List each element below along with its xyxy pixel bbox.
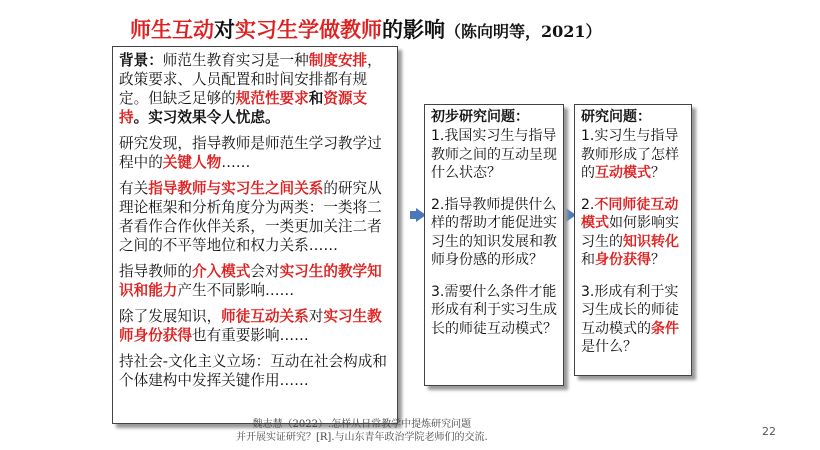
highlight-intervention: 介入模式 [191, 263, 251, 280]
highlight-identity: 实习生教师身份获得 [119, 308, 382, 344]
research-question-2 [581, 196, 685, 270]
research-question-1 [581, 127, 685, 183]
highlight-conditions: 条件 [651, 320, 679, 337]
research-questions-box [574, 104, 692, 376]
text-span: 和 [581, 252, 595, 268]
research-questions-heading: 研究问题： [581, 109, 651, 125]
text-span: 的研究从理论框架和分析角度分为两类：一类将二者看作合作伙伴关系，一类更加关注二者之间的不平等地位和权力关系…… [119, 180, 382, 254]
page-number: 22 [762, 425, 776, 438]
initial-question-3: 3.需要什么条件才能形成有利于实习生成长的师徒互动模式？ [431, 283, 557, 337]
initial-question-2: 2.指导教师提供什么样的帮助才能促进实习生的知识发展和教师身份感的形成？ [431, 196, 557, 268]
text-span: 和 [308, 90, 324, 107]
highlight-knowledge-transfer: 知识转化 [623, 233, 679, 250]
highlight-relationship: 指导教师与实习生之间关系 [148, 180, 324, 197]
highlight-institutional: 制度安排 [308, 52, 368, 69]
initial-question-1: 1.我国实习生与指导教师之间的互动呈现什么状态？ [431, 128, 557, 181]
text-span: ，政策要求、人员配置和时间安排都有规定。但缺乏足够的 [119, 52, 382, 107]
finding-paragraph [119, 134, 391, 172]
text-span: 持社会-文化主义立场：互动在社会构成和个体建构中发挥关键作用…… [119, 353, 387, 389]
highlight-different-modes: 不同师徒互动模式 [581, 196, 679, 231]
stance-paragraph [119, 352, 391, 390]
text-span: 1.实习生与指导教师形成了怎样的 [581, 128, 679, 181]
text-span: ？ [651, 252, 665, 268]
title-part-on: 对 [214, 18, 235, 42]
highlight-knowledge: 实习生的教学知识和能力 [119, 263, 382, 299]
text-span: 除了发展知识， [119, 308, 222, 325]
footnote [236, 418, 488, 444]
text-span: 3.形成有利于实习生成长的师徒互动模式的 [581, 283, 679, 337]
slide-title [130, 14, 602, 44]
text-span: 是什么？ [581, 339, 637, 355]
title-citation: （陈向明等，2021） [445, 22, 602, 41]
title-part-intern: 实习生学做教师 [235, 18, 382, 42]
text-span: 也有重要影响…… [191, 327, 309, 344]
highlight-mentor-relation: 师徒互动关系 [221, 308, 309, 325]
relationship-paragraph [119, 179, 391, 255]
title-part-interaction: 师生互动 [130, 18, 214, 42]
text-span: 会对 [250, 263, 280, 280]
identity-paragraph [119, 307, 391, 345]
highlight-normative: 规范性要求 [235, 90, 309, 107]
initial-questions-box [424, 104, 564, 386]
highlight-identity-gain: 身份获得 [595, 252, 651, 268]
background-box [112, 46, 398, 424]
footnote-line-2: 并开展实证研究？[R].与山东青年政治学院老师们的交流. [236, 432, 488, 443]
initial-questions-heading: 初步研究问题： [431, 109, 529, 125]
highlight-interaction-mode: 互动模式 [595, 165, 651, 181]
title-part-effect: 的影响 [382, 18, 445, 42]
text-span: 2. [581, 196, 595, 213]
text-span: 有关 [119, 180, 149, 197]
research-question-3 [581, 283, 685, 357]
intervention-paragraph [119, 262, 391, 300]
text-span: …… [221, 154, 251, 171]
text-span: 师范生教育实习是一种 [162, 52, 309, 69]
text-span: 研究发现，指导教师是师范生学习教学过程中的 [119, 135, 382, 171]
background-paragraph [119, 51, 391, 127]
footnote-line-1: 魏志慧（2022）.怎样从日常教学中提炼研究问题 [252, 419, 472, 430]
text-span: 对 [308, 308, 324, 325]
text-span: 。实习效果令人忧虑。 [133, 109, 280, 126]
text-span: 产生不同影响…… [177, 282, 295, 299]
text-span: 如何影响实习生的 [581, 215, 679, 250]
text-span: 指导教师的 [119, 263, 192, 280]
background-label: 背景： [119, 52, 163, 69]
highlight-resource: 资源支持 [119, 90, 368, 126]
highlight-key-person: 关键人物 [162, 154, 222, 171]
text-span: ？ [651, 165, 665, 181]
